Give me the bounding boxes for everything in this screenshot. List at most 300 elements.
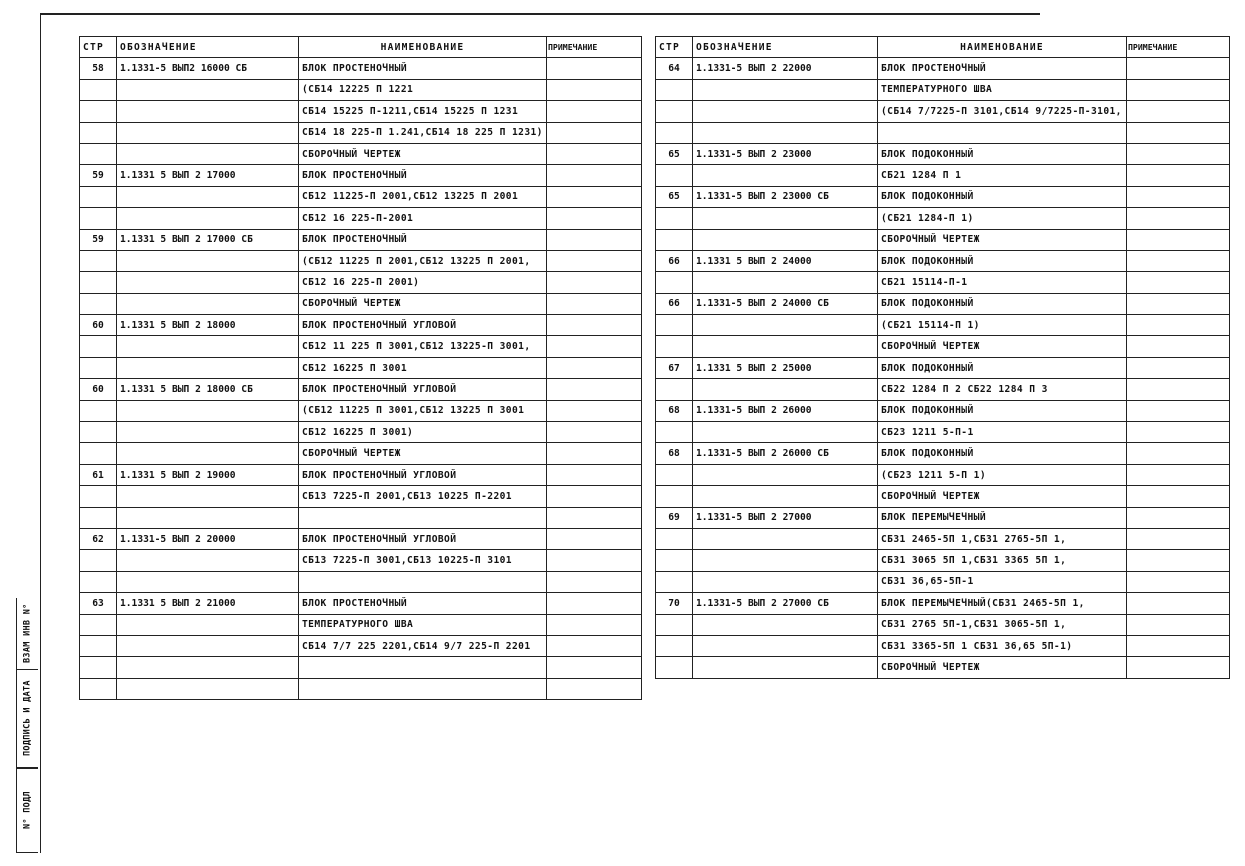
cell-note: [547, 593, 642, 614]
cell-note: [1127, 422, 1230, 443]
header-designation: ОБОЗНАЧЕНИЕ: [693, 37, 878, 58]
cell-designation: 1.1331 5 ВЫП 2 25000: [693, 357, 878, 378]
cell-name: СБОРОЧНЫЙ ЧЕРТЕЖ: [299, 293, 547, 314]
cell-note: [1127, 486, 1230, 507]
cell-designation: [117, 143, 299, 164]
cell-designation: [117, 186, 299, 207]
cell-designation: 1.1331 5 ВЫП 2 24000: [693, 250, 878, 271]
cell-designation: [693, 79, 878, 100]
cell-designation: [117, 79, 299, 100]
cell-page: [80, 143, 117, 164]
cell-page: [656, 229, 693, 250]
cell-designation: [693, 657, 878, 678]
cell-page: [656, 315, 693, 336]
cell-name: [299, 571, 547, 592]
cell-note: [547, 550, 642, 571]
table-row: [656, 315, 1230, 336]
cell-note: [547, 58, 642, 79]
cell-page: 64: [656, 58, 693, 79]
cell-note: [1127, 336, 1230, 357]
cell-note: [547, 272, 642, 293]
table-row: [656, 443, 1230, 464]
cell-designation: [693, 550, 878, 571]
cell-page: [80, 186, 117, 207]
cell-page: [80, 293, 117, 314]
cell-designation: 1.1331 5 ВЫП 2 18000 СБ: [117, 379, 299, 400]
cell-page: [80, 208, 117, 229]
table-row: [656, 635, 1230, 656]
side-cell-original-no: N° ПОДЛ: [16, 768, 38, 853]
cell-page: [656, 122, 693, 143]
cell-designation: [693, 165, 878, 186]
cell-designation: [117, 571, 299, 592]
cell-page: 70: [656, 593, 693, 614]
cell-page: [80, 443, 117, 464]
cell-name: СБ31 36,65-5П-1: [878, 571, 1127, 592]
cell-name: БЛОК ПОДОКОННЫЙ: [878, 250, 1127, 271]
cell-designation: 1.1331 5 ВЫП 2 17000: [117, 165, 299, 186]
cell-page: [80, 486, 117, 507]
cell-page: 59: [80, 165, 117, 186]
table-row: [80, 678, 642, 699]
cell-note: [547, 357, 642, 378]
cell-note: [547, 614, 642, 635]
cell-designation: [117, 657, 299, 678]
cell-page: [80, 101, 117, 122]
cell-page: [80, 272, 117, 293]
left-spec-table: [79, 36, 642, 700]
cell-note: [1127, 550, 1230, 571]
cell-page: 61: [80, 464, 117, 485]
cell-designation: [693, 208, 878, 229]
cell-name: БЛОК ПОДОКОННЫЙ: [878, 186, 1127, 207]
table-row: [80, 293, 642, 314]
table-row: [80, 422, 642, 443]
table-row: [656, 122, 1230, 143]
cell-name: СБ12 11225-П 2001,СБ12 13225 П 2001: [299, 186, 547, 207]
cell-name: БЛОК ПРОСТЕНОЧНЫЙ УГЛОВОЙ: [299, 464, 547, 485]
cell-page: [80, 678, 117, 699]
cell-designation: [117, 422, 299, 443]
header-name: НАИМЕНОВАНИЕ: [299, 37, 547, 58]
cell-note: [1127, 58, 1230, 79]
table-row: [656, 165, 1230, 186]
cell-note: [1127, 186, 1230, 207]
cell-designation: [693, 229, 878, 250]
cell-name: БЛОК ПРОСТЕНОЧНЫЙ: [299, 229, 547, 250]
cell-page: [80, 571, 117, 592]
cell-page: 68: [656, 400, 693, 421]
table-row: [656, 571, 1230, 592]
cell-note: [1127, 315, 1230, 336]
table-row: [80, 507, 642, 528]
cell-name: СБ13 7225-П 2001,СБ13 10225 П-2201: [299, 486, 547, 507]
cell-page: [656, 101, 693, 122]
cell-note: [1127, 657, 1230, 678]
cell-name: СБ21 1284 П 1: [878, 165, 1127, 186]
cell-designation: [117, 635, 299, 656]
cell-note: [547, 635, 642, 656]
cell-name: БЛОК ПОДОКОННЫЙ: [878, 293, 1127, 314]
cell-page: [80, 550, 117, 571]
cell-page: [656, 571, 693, 592]
cell-note: [547, 208, 642, 229]
cell-name: СБ14 7/7 225 2201,СБ14 9/7 225-П 2201: [299, 635, 547, 656]
cell-note: [547, 293, 642, 314]
cell-name: БЛОК ПРОСТЕНОЧНЫЙ УГЛОВОЙ: [299, 528, 547, 549]
cell-name: БЛОК ПОДОКОННЫЙ: [878, 400, 1127, 421]
cell-designation: 1.1331-5 ВЫП 2 24000 СБ: [693, 293, 878, 314]
cell-designation: [693, 528, 878, 549]
cell-name: СБ31 3065 5П 1,СБ31 3365 5П 1,: [878, 550, 1127, 571]
cell-page: [80, 422, 117, 443]
cell-designation: [693, 635, 878, 656]
cell-designation: [693, 486, 878, 507]
cell-page: 60: [80, 315, 117, 336]
cell-note: [1127, 208, 1230, 229]
cell-name: БЛОК ПРОСТЕНОЧНЫЙ: [878, 58, 1127, 79]
table-header-row: [656, 37, 1230, 58]
cell-note: [547, 400, 642, 421]
cell-name: (СБ23 1211 5-П 1): [878, 464, 1127, 485]
cell-name: СБ12 16225 П 3001): [299, 422, 547, 443]
cell-page: [80, 614, 117, 635]
cell-name: (СБ21 15114-П 1): [878, 315, 1127, 336]
title-side-strip: [0, 598, 40, 853]
cell-name: БЛОК ПРОСТЕНОЧНЫЙ УГЛОВОЙ: [299, 315, 547, 336]
cell-designation: [693, 571, 878, 592]
table-row: [656, 336, 1230, 357]
table-row: [656, 229, 1230, 250]
table-row: [80, 208, 642, 229]
cell-note: [1127, 357, 1230, 378]
header-page: СТР: [80, 37, 117, 58]
cell-page: [656, 422, 693, 443]
cell-name: БЛОК ПРОСТЕНОЧНЫЙ: [299, 593, 547, 614]
cell-designation: [117, 208, 299, 229]
cell-page: 65: [656, 143, 693, 164]
cell-name: СБ13 7225-П 3001,СБ13 10225-П 3101: [299, 550, 547, 571]
cell-page: [80, 635, 117, 656]
cell-designation: 1.1331 5 ВЫП 2 19000: [117, 464, 299, 485]
header-note: ПРИМЕЧАНИЕ: [547, 37, 642, 58]
cell-designation: [117, 486, 299, 507]
table-row: [80, 165, 642, 186]
cell-designation: 1.1331 5 ВЫП 2 17000 СБ: [117, 229, 299, 250]
cell-note: [547, 507, 642, 528]
table-row: [80, 79, 642, 100]
cell-designation: 1.1331-5 ВЫП 2 23000: [693, 143, 878, 164]
cell-page: 66: [656, 293, 693, 314]
cell-page: [656, 379, 693, 400]
cell-page: [656, 635, 693, 656]
cell-note: [547, 315, 642, 336]
cell-name: БЛОК ПОДОКОННЫЙ: [878, 143, 1127, 164]
cell-designation: [693, 101, 878, 122]
cell-name: [299, 657, 547, 678]
cell-note: [1127, 272, 1230, 293]
table-row: [656, 357, 1230, 378]
cell-name: СБОРОЧНЫЙ ЧЕРТЕЖ: [299, 443, 547, 464]
cell-note: [547, 101, 642, 122]
cell-note: [547, 379, 642, 400]
cell-note: [547, 143, 642, 164]
cell-note: [547, 678, 642, 699]
cell-note: [1127, 379, 1230, 400]
cell-page: [656, 79, 693, 100]
cell-note: [1127, 614, 1230, 635]
table-row: [656, 101, 1230, 122]
cell-page: [80, 79, 117, 100]
table-row: [80, 571, 642, 592]
cell-designation: [117, 293, 299, 314]
cell-designation: [693, 122, 878, 143]
frame-left-line: [40, 13, 41, 853]
cell-designation: [693, 422, 878, 443]
table-row: [80, 315, 642, 336]
cell-designation: 1.1331-5 ВЫП 2 22000: [693, 58, 878, 79]
table-row: [656, 528, 1230, 549]
cell-name: [878, 122, 1127, 143]
cell-page: [656, 208, 693, 229]
cell-page: 66: [656, 250, 693, 271]
table-row: [80, 614, 642, 635]
cell-page: [80, 336, 117, 357]
cell-note: [1127, 507, 1230, 528]
cell-name: СБОРОЧНЫЙ ЧЕРТЕЖ: [878, 486, 1127, 507]
cell-page: 62: [80, 528, 117, 549]
cell-page: [656, 272, 693, 293]
cell-name: СБ23 1211 5-П-1: [878, 422, 1127, 443]
table-row: [80, 657, 642, 678]
cell-designation: [117, 250, 299, 271]
table-row: [656, 400, 1230, 421]
cell-note: [547, 571, 642, 592]
table-row: [656, 657, 1230, 678]
cell-note: [547, 186, 642, 207]
table-row: [80, 379, 642, 400]
header-page: СТР: [656, 37, 693, 58]
cell-name: СБ12 16 225-П-2001: [299, 208, 547, 229]
cell-note: [1127, 293, 1230, 314]
cell-page: [656, 550, 693, 571]
table-row: [80, 528, 642, 549]
cell-page: [80, 507, 117, 528]
cell-page: [656, 486, 693, 507]
cell-designation: [117, 101, 299, 122]
cell-note: [547, 336, 642, 357]
cell-name: СБ12 16 225-П 2001): [299, 272, 547, 293]
cell-name: СБ21 15114-П-1: [878, 272, 1127, 293]
table-row: [656, 464, 1230, 485]
side-cell-signature-date: ПОДПИСЬ И ДАТА: [16, 670, 38, 768]
cell-page: [80, 250, 117, 271]
table-row: [656, 550, 1230, 571]
cell-note: [1127, 143, 1230, 164]
table-row: [656, 208, 1230, 229]
cell-name: (СБ12 11225 П 2001,СБ12 13225 П 2001,: [299, 250, 547, 271]
table-row: [80, 400, 642, 421]
table-row: [80, 464, 642, 485]
cell-name: СБ22 1284 П 2 СБ22 1284 П 3: [878, 379, 1127, 400]
cell-page: [80, 122, 117, 143]
cell-note: [1127, 528, 1230, 549]
cell-name: СБОРОЧНЫЙ ЧЕРТЕЖ: [878, 336, 1127, 357]
cell-name: ТЕМПЕРАТУРНОГО ШВА: [878, 79, 1127, 100]
cell-designation: 1.1331-5 ВЫП 2 27000 СБ: [693, 593, 878, 614]
cell-designation: [117, 122, 299, 143]
cell-designation: [117, 272, 299, 293]
cell-designation: 1.1331 5 ВЫП 2 18000: [117, 315, 299, 336]
cell-designation: [693, 336, 878, 357]
cell-name: СБ14 15225 П-1211,СБ14 15225 П 1231: [299, 101, 547, 122]
cell-page: 60: [80, 379, 117, 400]
cell-note: [1127, 571, 1230, 592]
table-row: [80, 443, 642, 464]
table-row: [656, 250, 1230, 271]
cell-page: [80, 657, 117, 678]
cell-name: БЛОК ПРОСТЕНОЧНЫЙ: [299, 58, 547, 79]
cell-name: СБ31 2765 5П-1,СБ31 3065-5П 1,: [878, 614, 1127, 635]
table-row: [80, 336, 642, 357]
cell-note: [1127, 101, 1230, 122]
cell-note: [1127, 79, 1230, 100]
cell-page: 63: [80, 593, 117, 614]
cell-page: [80, 400, 117, 421]
table-row: [656, 79, 1230, 100]
table-row: [656, 143, 1230, 164]
cell-designation: [117, 357, 299, 378]
cell-note: [547, 122, 642, 143]
cell-page: [80, 357, 117, 378]
cell-note: [547, 229, 642, 250]
right-spec-table: [655, 36, 1230, 679]
cell-note: [547, 443, 642, 464]
cell-designation: [117, 678, 299, 699]
table-row: [80, 550, 642, 571]
cell-designation: [117, 614, 299, 635]
cell-designation: 1.1331-5 ВЫП 2 26000 СБ: [693, 443, 878, 464]
table-row: [656, 422, 1230, 443]
cell-note: [547, 486, 642, 507]
cell-name: СБ12 11 225 П 3001,СБ12 13225-П 3001,: [299, 336, 547, 357]
cell-note: [1127, 464, 1230, 485]
cell-note: [547, 79, 642, 100]
cell-note: [1127, 593, 1230, 614]
cell-page: 69: [656, 507, 693, 528]
cell-name: СБОРОЧНЫЙ ЧЕРТЕЖ: [878, 657, 1127, 678]
cell-note: [1127, 443, 1230, 464]
cell-note: [1127, 122, 1230, 143]
cell-designation: [693, 272, 878, 293]
header-note: ПРИМЕЧАНИЕ: [1127, 37, 1230, 58]
table-row: [656, 186, 1230, 207]
cell-page: 68: [656, 443, 693, 464]
table-row: [80, 186, 642, 207]
table-row: [656, 614, 1230, 635]
cell-page: [656, 528, 693, 549]
table-row: [656, 293, 1230, 314]
table-row: [656, 379, 1230, 400]
table-row: [80, 229, 642, 250]
cell-note: [1127, 229, 1230, 250]
cell-designation: 1.1331 5 ВЫП 2 21000: [117, 593, 299, 614]
cell-name: БЛОК ПОДОКОННЫЙ: [878, 357, 1127, 378]
cell-name: (СБ21 1284-П 1): [878, 208, 1127, 229]
cell-designation: 1.1331-5 ВЫП2 16000 СБ: [117, 58, 299, 79]
table-row: [80, 143, 642, 164]
cell-name: БЛОК ПОДОКОННЫЙ: [878, 443, 1127, 464]
header-designation: ОБОЗНАЧЕНИЕ: [117, 37, 299, 58]
cell-name: БЛОК ПЕРЕМЫЧЕЧНЫЙ: [878, 507, 1127, 528]
cell-designation: [117, 336, 299, 357]
cell-name: БЛОК ПЕРЕМЫЧЕЧНЫЙ(СБ31 2465-5П 1,: [878, 593, 1127, 614]
table-row: [80, 486, 642, 507]
cell-note: [547, 657, 642, 678]
cell-name: (СБ14 7/7225-П 3101,СБ14 9/7225-П-3101,: [878, 101, 1127, 122]
cell-note: [1127, 165, 1230, 186]
cell-name: СБ12 16225 П 3001: [299, 357, 547, 378]
cell-name: ТЕМПЕРАТУРНОГО ШВА: [299, 614, 547, 635]
table-row: [656, 593, 1230, 614]
cell-note: [547, 464, 642, 485]
cell-name: [299, 678, 547, 699]
cell-designation: [693, 315, 878, 336]
cell-designation: [693, 614, 878, 635]
cell-page: 67: [656, 357, 693, 378]
table-row: [656, 58, 1230, 79]
cell-name: (СБ14 12225 П 1221: [299, 79, 547, 100]
cell-name: БЛОК ПРОСТЕНОЧНЫЙ УГЛОВОЙ: [299, 379, 547, 400]
table-header-row: [80, 37, 642, 58]
cell-designation: [117, 400, 299, 421]
cell-name: СБ31 2465-5П 1,СБ31 2765-5П 1,: [878, 528, 1127, 549]
table-row: [656, 486, 1230, 507]
side-cell-replacement-inv: ВЗАМ ИНВ N°: [16, 598, 38, 670]
cell-note: [547, 528, 642, 549]
table-row: [80, 635, 642, 656]
cell-designation: [117, 550, 299, 571]
cell-note: [1127, 635, 1230, 656]
cell-designation: 1.1331-5 ВЫП 2 26000: [693, 400, 878, 421]
cell-note: [547, 422, 642, 443]
cell-page: 58: [80, 58, 117, 79]
table-row: [80, 357, 642, 378]
cell-name: БЛОК ПРОСТЕНОЧНЫЙ: [299, 165, 547, 186]
cell-page: [656, 657, 693, 678]
cell-designation: 1.1331-5 ВЫП 2 27000: [693, 507, 878, 528]
table-row: [80, 101, 642, 122]
table-row: [80, 272, 642, 293]
cell-designation: [693, 379, 878, 400]
table-row: [80, 593, 642, 614]
cell-note: [547, 165, 642, 186]
cell-page: [656, 464, 693, 485]
cell-designation: [117, 507, 299, 528]
cell-name: СБ31 3365-5П 1 СБ31 36,65 5П-1): [878, 635, 1127, 656]
cell-page: [656, 336, 693, 357]
cell-note: [1127, 250, 1230, 271]
table-row: [80, 122, 642, 143]
cell-page: 59: [80, 229, 117, 250]
cell-designation: [117, 443, 299, 464]
cell-page: 65: [656, 186, 693, 207]
cell-page: [656, 614, 693, 635]
cell-name: СБ14 18 225-П 1.241,СБ14 18 225 П 1231): [299, 122, 547, 143]
cell-designation: 1.1331-5 ВЫП 2 20000: [117, 528, 299, 549]
cell-designation: 1.1331-5 ВЫП 2 23000 СБ: [693, 186, 878, 207]
table-row: [656, 507, 1230, 528]
